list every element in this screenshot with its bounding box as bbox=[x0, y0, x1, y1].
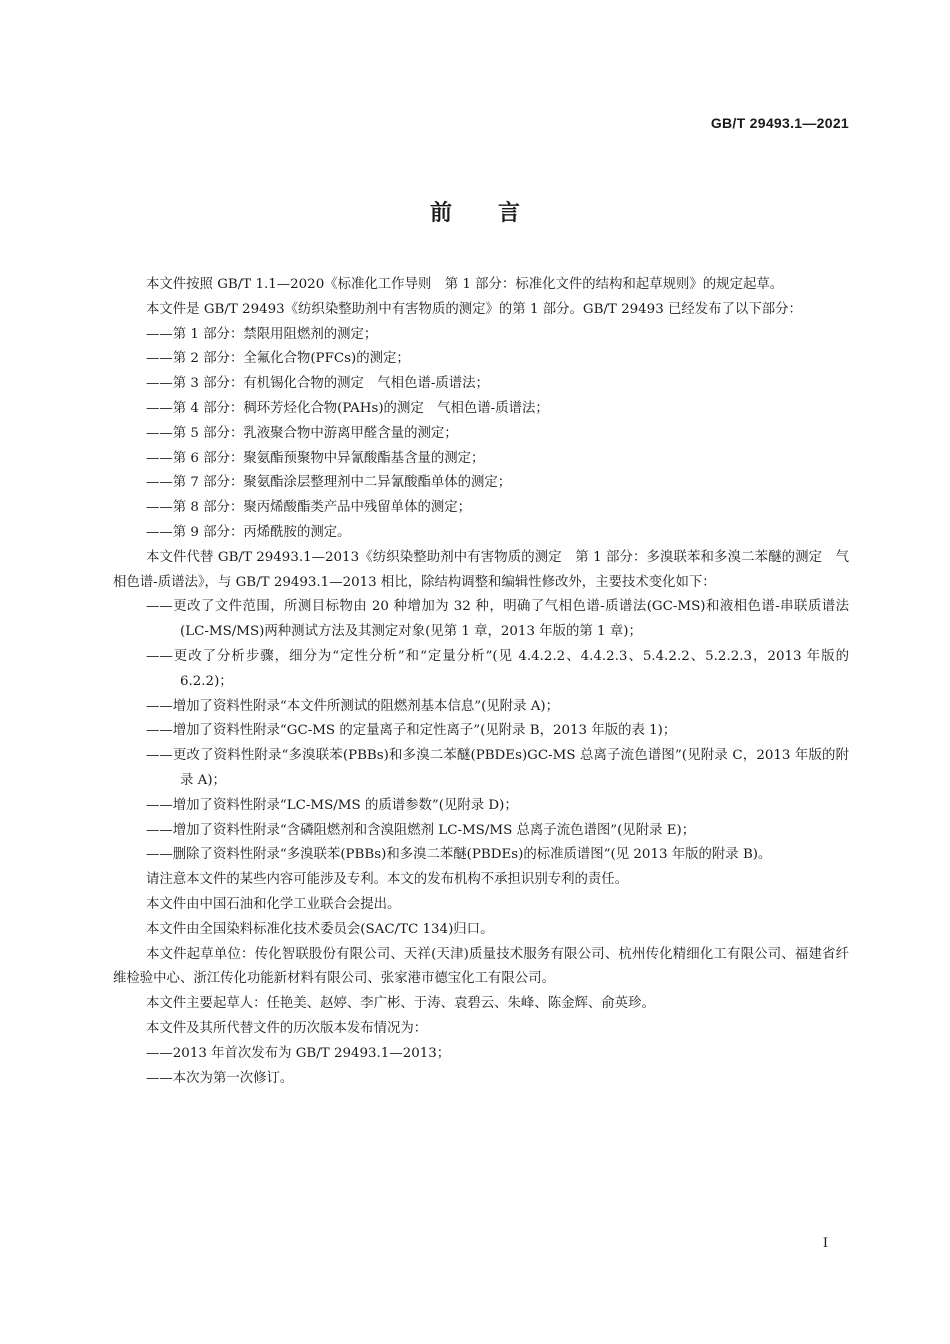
parts-intro-paragraph: 本文件是 GB/T 29493《纺织染整助剂中有害物质的测定》的第 1 部分。GB/T 29493 已经发布了以下部分： bbox=[146, 301, 802, 317]
patent-notice: 请注意本文件的某些内容可能涉及专利。本文的发布机构不承担识别专利的责任。 bbox=[146, 872, 629, 888]
page-title: 前言 bbox=[429, 201, 566, 226]
proposer-paragraph: 本文件由中国石油和化学工业联合会提出。 bbox=[146, 896, 401, 912]
drafters-paragraph: 本文件主要起草人：任艳美、赵婷、李广彬、于涛、袁碧云、朱峰、陈金辉、俞英珍。 bbox=[146, 996, 655, 1012]
part-list-item: ——第 4 部分：稠环芳烃化合物(PAHs)的测定 气相色谱-质谱法； bbox=[146, 400, 549, 416]
intro-paragraph: 本文件按照 GB/T 1.1—2020《标准化工作导则 第 1 部分：标准化文件的结构和起草规则》的规定起草。 bbox=[146, 277, 784, 292]
change-list-item: ——更改了文件范围，所测目标物由 20 种增加为 32 种，明确了气相色谱-质谱法(GC-MS)和液相色谱-串联质谱法(LC-MS/MS)两种测试方法及其测定对象(见第 1 章，2013 年版的第 1 章)； bbox=[146, 599, 849, 640]
part-list-item: ——第 9 部分：丙烯酰胺的测定。 bbox=[146, 524, 351, 540]
committee-paragraph: 本文件由全国染料标准化技术委员会(SAC/TC 134)归口。 bbox=[146, 921, 494, 937]
history-list-item: ——本次为第一次修订。 bbox=[146, 1070, 294, 1086]
history-list-item: ——2013 年首次发布为 GB/T 29493.1—2013； bbox=[146, 1045, 451, 1061]
part-list-item: ——第 6 部分：聚氨酯预聚物中异氰酸酯基含量的测定； bbox=[146, 450, 485, 466]
standard-code: GB/T 29493.1—2021 bbox=[710, 115, 849, 131]
change-list-item: ——删除了资料性附录“多溴联苯(PBBs)和多溴二苯醚(PBDEs)的标准质谱图”(见 2013 年版的附录 B)。 bbox=[146, 847, 772, 863]
change-list-item: ——增加了资料性附录“LC-MS/MS 的质谱参数”(见附录 D)； bbox=[146, 797, 518, 813]
change-list-item: ——增加了资料性附录“含磷阻燃剂和含溴阻燃剂 LC-MS/MS 总离子流色谱图”(见附录 E)； bbox=[146, 822, 696, 838]
history-intro-paragraph: 本文件及其所代替文件的历次版本发布情况为： bbox=[146, 1020, 428, 1036]
part-list-item: ——第 8 部分：聚丙烯酸酯类产品中残留单体的测定； bbox=[146, 500, 472, 516]
replacement-paragraph: 本文件代替 GB/T 29493.1—2013《纺织染整助剂中有害物质的测定 第 1 部分：多溴联苯和多溴二苯醚的测定 气相色谱-质谱法》，与 GB/T 29493.1—2013 相比，除结构调整和编辑性修改外，主要技术变化如下： bbox=[113, 549, 849, 590]
part-list-item: ——第 2 部分：全氟化合物(PFCs)的测定； bbox=[146, 351, 410, 367]
change-list-item: ——增加了资料性附录“本文件所测试的阻燃剂基本信息”(见附录 A)； bbox=[146, 698, 560, 714]
change-list-item: ——更改了资料性附录“多溴联苯(PBBs)和多溴二苯醚(PBDEs)GC-MS 总离子流色谱图”(见附录 C，2013 年版的附录 A)； bbox=[146, 748, 849, 788]
change-list-item: ——更改了分析步骤，细分为“定性分析”和“定量分析”(见 4.4.2.2、4.4.2.3、5.4.2.2、5.2.2.3，2013 年版的 6.2.2)； bbox=[146, 648, 849, 689]
page-number: Ⅰ bbox=[822, 1236, 828, 1251]
change-list-item: ——增加了资料性附录“GC-MS 的定量离子和定性离子”(见附录 B，2013 年版的表 1)； bbox=[146, 723, 677, 739]
part-list-item: ——第 1 部分：禁限用阻燃剂的测定； bbox=[146, 326, 378, 342]
foreword-body bbox=[113, 273, 849, 1091]
part-list-item: ——第 3 部分：有机锡化合物的测定 气相色谱-质谱法； bbox=[146, 376, 489, 392]
part-list-item: ——第 7 部分：聚氨酯涂层整理剂中二异氰酸酯单体的测定； bbox=[146, 475, 512, 491]
part-list-item: ——第 5 部分：乳液聚合物中游离甲醛含量的测定； bbox=[146, 425, 458, 441]
drafting-units-paragraph: 本文件起草单位：传化智联股份有限公司、天祥(天津)质量技术服务有限公司、杭州传化精细化工有限公司、福建省纤维检验中心、浙江传化功能新材料有限公司、张家港市德宝化工有限公司。 bbox=[113, 946, 849, 987]
